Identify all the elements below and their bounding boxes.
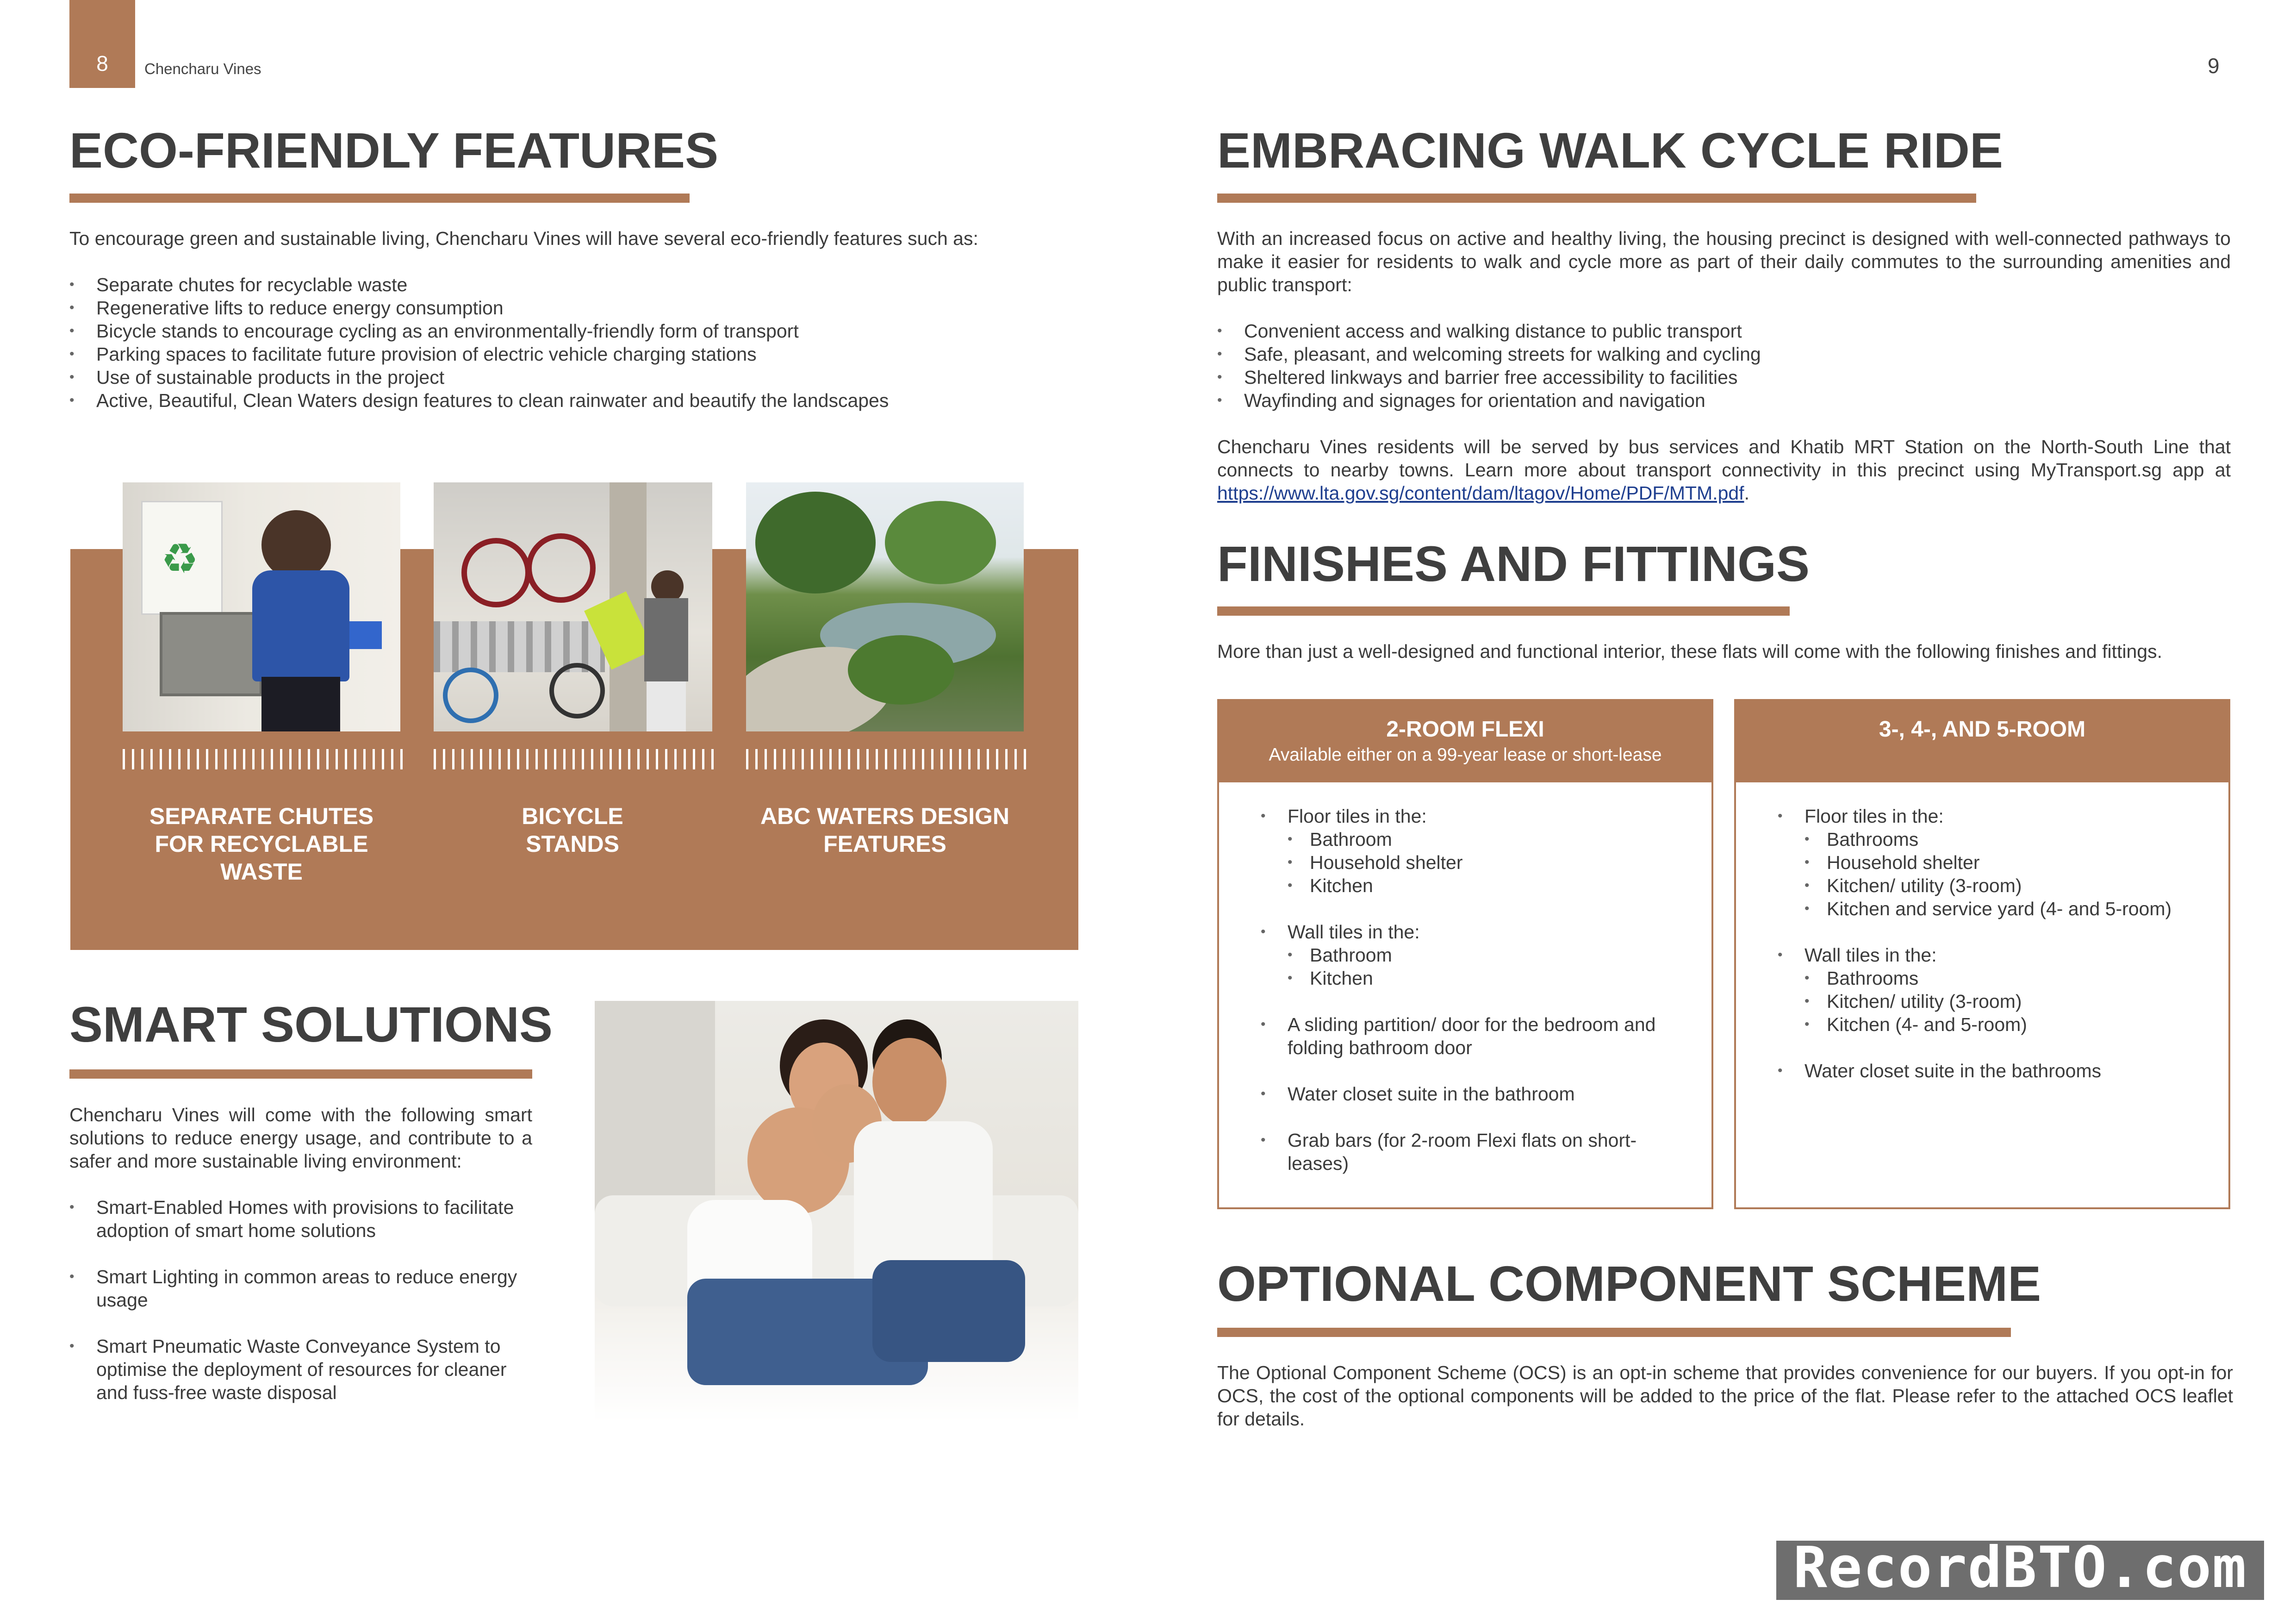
larger-flats-box-header	[1736, 701, 2228, 782]
list-item: • Kitchen/ utility (3-room)	[1804, 990, 2213, 1013]
bicycle-wheel	[443, 668, 498, 723]
wall-tiles-label: Wall tiles in the:	[1804, 944, 1937, 966]
transport-text: Chencharu Vines residents will be served by bus services and Khatib MRT Station on the North-South Line that connects to nearby towns. Learn more about transport connectivity in this precinct using MyTransport.sg app at	[1217, 436, 2231, 481]
walk-feature-list	[1217, 319, 2231, 412]
list-item	[1261, 805, 1677, 897]
bicycle-stands-photo	[434, 482, 712, 731]
flexi-floor-sublist	[1288, 828, 1677, 897]
chute-hatch	[160, 612, 262, 696]
person-body	[644, 598, 688, 681]
list-item: • Active, Beautiful, Clean Waters design features to clean rainwater and beautify the landscapes	[69, 389, 1088, 412]
walk-heading: EMBRACING WALK CYCLE RIDE	[1217, 122, 2003, 178]
jeans	[872, 1260, 1025, 1362]
eco-intro: To encourage green and sustainable living, Chencharu Vines will have several eco-friendly features such as:	[69, 228, 978, 249]
flexi-box	[1217, 699, 1713, 1209]
bicycle-wheel	[461, 538, 531, 607]
wall-notice	[349, 621, 382, 649]
list-item: • Convenient access and walking distance to public transport	[1217, 319, 2231, 343]
list-item: • Grab bars (for 2-room Flexi flats on short-leases)	[1261, 1129, 1677, 1175]
list-item: • Smart-Enabled Homes with provisions to facilitate adoption of smart home solutions	[69, 1196, 532, 1242]
smart-intro: Chencharu Vines will come with the following smart solutions to reduce energy usage, and contribute to a safer and more sustainable living environment:	[69, 1104, 532, 1172]
man-face	[872, 1038, 946, 1126]
list-item: • Kitchen and service yard (4- and 5-room)	[1804, 897, 2213, 920]
smart-heading-rule	[69, 1069, 532, 1079]
flexi-finishes-list	[1261, 805, 1677, 1175]
list-item: • Water closet suite in the bathroom	[1261, 1082, 1677, 1106]
list-item: • Bathroom	[1288, 828, 1677, 851]
larger-floor-sublist	[1804, 828, 2213, 920]
person-head	[261, 510, 331, 580]
floor-tiles-label: Floor tiles in the:	[1288, 806, 1427, 827]
caption-abc-waters: ABC WATERS DESIGN FEATURES	[760, 803, 1009, 857]
list-item: • Use of sustainable products in the project	[69, 366, 1088, 389]
list-item: • Smart Pneumatic Waste Conveyance System to optimise the deployment of resources for cleaner and fuss-free waste disposal	[69, 1335, 532, 1404]
list-item: • Safe, pleasant, and welcoming streets for walking and cycling	[1217, 343, 2231, 366]
list-item	[1778, 943, 2213, 1036]
list-item: • Regenerative lifts to reduce energy consumption	[69, 296, 1088, 319]
list-item: • A sliding partition/ door for the bedroom and folding bathroom door	[1261, 1013, 1677, 1059]
bicycle-wheel	[549, 663, 605, 718]
smart-solution-list	[69, 1196, 532, 1404]
smart-heading: SMART SOLUTIONS	[69, 996, 553, 1052]
person-trousers	[647, 681, 686, 731]
finishes-heading: FINISHES AND FITTINGS	[1217, 536, 1810, 592]
list-item: • Bicycle stands to encourage cycling as an environmentally-friendly form of transport	[69, 319, 1088, 343]
floor-tiles-label: Floor tiles in the:	[1804, 806, 1944, 827]
bicycle-wheel	[526, 533, 596, 603]
larger-flats-box	[1734, 699, 2230, 1209]
left-page-number: 8	[96, 51, 108, 75]
finishes-heading-rule	[1217, 606, 1790, 616]
ocs-heading-rule	[1217, 1328, 2011, 1337]
tree-canopy	[755, 492, 876, 593]
list-item: • Kitchen (4- and 5-room)	[1804, 1013, 2213, 1036]
link-period: .	[1744, 482, 1749, 504]
larger-wall-sublist	[1804, 967, 2213, 1036]
list-item: • Kitchen	[1288, 967, 1677, 990]
flexi-subtitle: Available either on a 99-year lease or short-lease	[1269, 745, 1662, 765]
person-shorts	[261, 677, 340, 731]
walk-intro: With an increased focus on active and healthy living, the housing precinct is designed with well-connected pathways to make it easier for residents to walk and cycle more as part of their daily commutes to the surrounding amenities and public transport:	[1217, 228, 2231, 295]
list-item: • Water closet suite in the bathrooms	[1778, 1059, 2213, 1082]
recycling-sign	[141, 501, 223, 615]
list-item: • Separate chutes for recyclable waste	[69, 273, 1088, 296]
caption-recycling-chutes: SEPARATE CHUTES FOR RECYCLABLE WASTE	[149, 803, 374, 885]
list-item: • Parking spaces to facilitate future provision of electric vehicle charging stations	[69, 343, 1088, 366]
larger-flats-finishes-list	[1778, 805, 2213, 1082]
list-item	[1778, 805, 2213, 920]
eco-feature-list	[69, 273, 1088, 412]
list-item: • Household shelter	[1804, 851, 2213, 874]
recycle-icon: ♻	[161, 536, 199, 582]
list-item: • Smart Lighting in common areas to reduce energy usage	[69, 1265, 532, 1312]
list-item: • Bathrooms	[1804, 828, 2213, 851]
walk-heading-rule	[1217, 194, 1976, 203]
eco-heading-rule	[69, 194, 690, 203]
flexi-wall-sublist	[1288, 943, 1677, 990]
list-item: • Kitchen/ utility (3-room)	[1804, 874, 2213, 897]
list-item: • Household shelter	[1288, 851, 1677, 874]
flexi-title: 2-ROOM FLEXI	[1386, 717, 1544, 742]
mtm-pdf-link[interactable]: https://www.lta.gov.sg/content/dam/ltagov/Home/PDF/MTM.pdf	[1217, 482, 1744, 504]
ocs-text: The Optional Component Scheme (OCS) is an opt-in scheme that provides convenience for our buyers. If you opt-in for OCS, the cost of the optional components will be added to the price of the flat. Please refer to the attached OCS leaflet for details.	[1217, 1362, 2233, 1430]
list-item: • Bathrooms	[1804, 967, 2213, 990]
list-item: • Sheltered linkways and barrier free accessibility to facilities	[1217, 366, 2231, 389]
flexi-box-header	[1219, 701, 1711, 782]
list-item	[1261, 920, 1677, 990]
larger-flats-title: 3-, 4-, AND 5-ROOM	[1879, 717, 2086, 742]
decorative-ticks	[123, 749, 403, 769]
right-page-number: 9	[2208, 54, 2220, 78]
list-item: • Kitchen	[1288, 874, 1677, 897]
watermark-text: RecordBTO.com	[1793, 1535, 2247, 1600]
finishes-intro: More than just a well-designed and functional interior, these flats will come with the following finishes and fittings.	[1217, 641, 2162, 662]
decorative-ticks	[434, 749, 714, 769]
list-item: • Wayfinding and signages for orientation and navigation	[1217, 389, 2231, 412]
shrubs	[848, 635, 954, 705]
person-shirt	[252, 570, 349, 681]
document-title: Chencharu Vines	[144, 60, 261, 77]
ocs-heading: OPTIONAL COMPONENT SCHEME	[1217, 1255, 2041, 1312]
family-photo	[595, 1001, 1078, 1422]
recycling-chute-photo	[123, 482, 400, 731]
tree-canopy	[885, 501, 996, 584]
eco-heading: ECO-FRIENDLY FEATURES	[69, 122, 719, 178]
caption-bicycle-stands: BICYCLE STANDS	[522, 803, 623, 857]
list-item: • Bathroom	[1288, 943, 1677, 967]
abc-waters-photo	[746, 482, 1024, 731]
wall-tiles-label: Wall tiles in the:	[1288, 921, 1420, 943]
decorative-ticks	[746, 749, 1026, 769]
transport-paragraph	[1217, 435, 2231, 505]
